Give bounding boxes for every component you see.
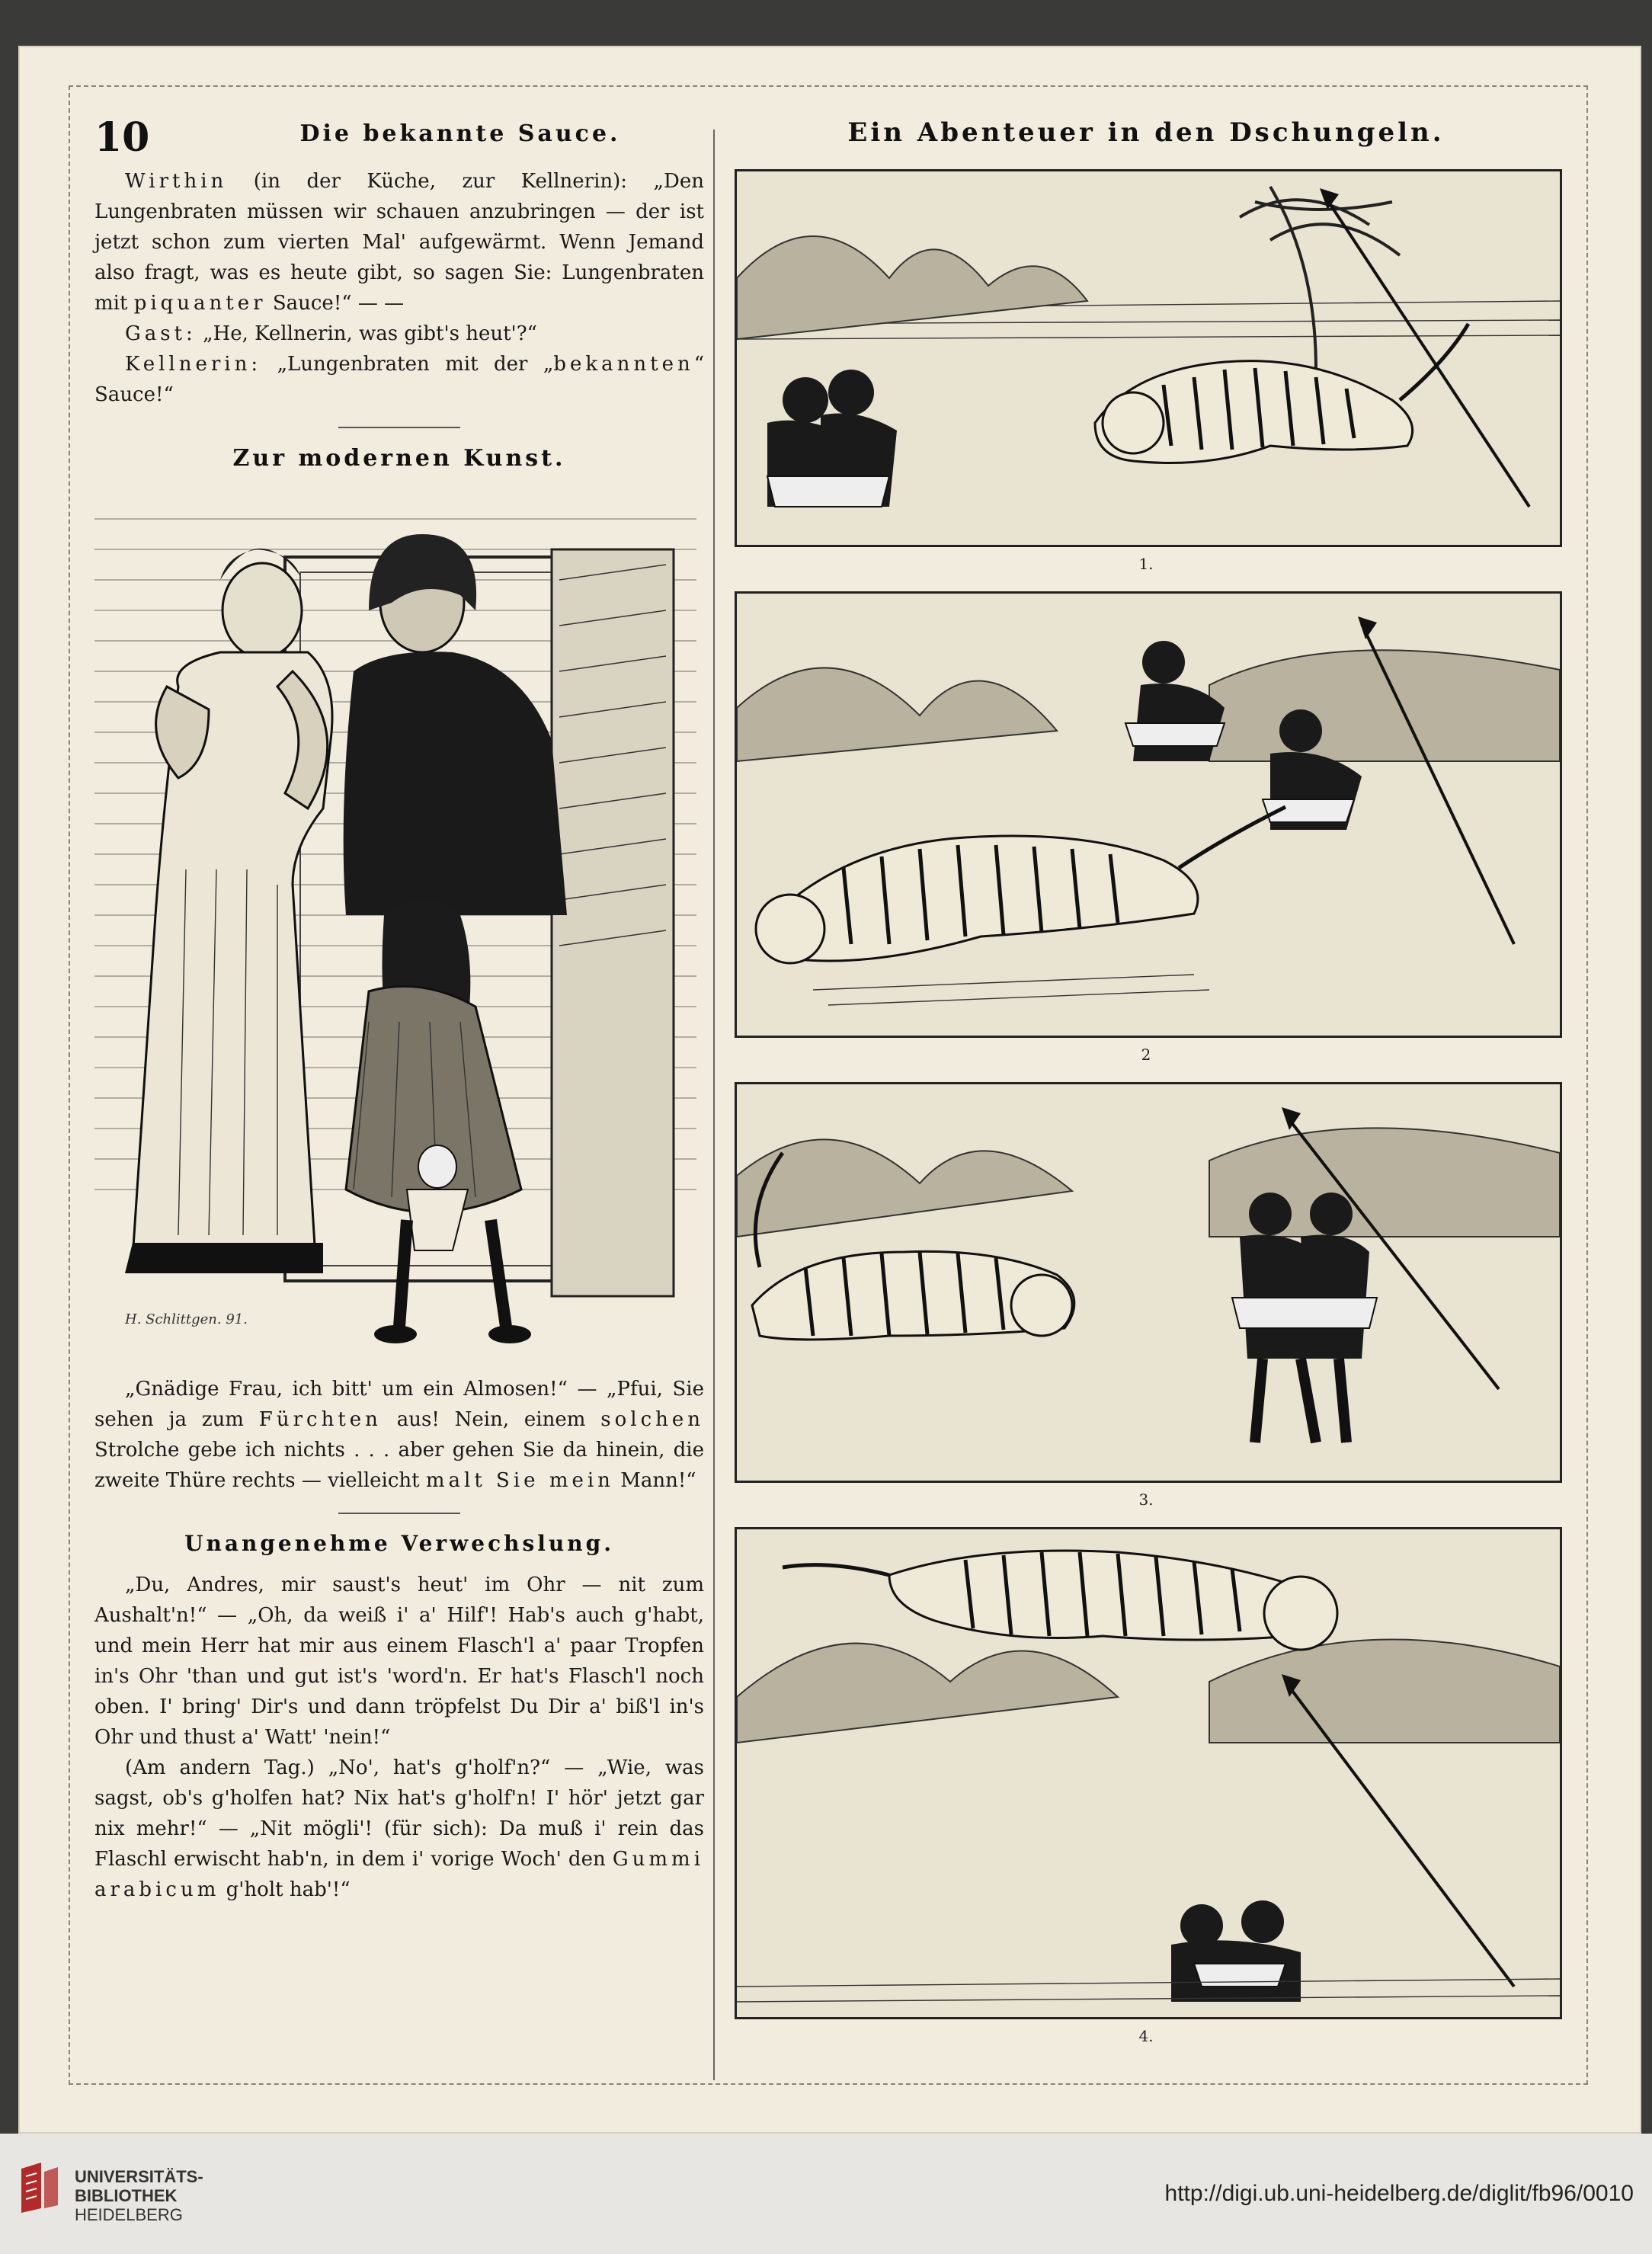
article-title-kunst: Zur modernen Kunst. (232, 445, 566, 472)
speaker-kellnerin: Kellnerin: (125, 353, 262, 376)
section-divider (338, 427, 460, 428)
sauce-paragraph-3: Kellnerin: „Lungenbraten mit der „bekannten“ Sauce!“ (94, 353, 705, 406)
illustration-beggar-scene (94, 488, 696, 1357)
panel-2-drawing (737, 594, 1560, 1036)
kunst-caption: „Gnädige Frau, ich bitt' um ein Almosen!“ — „Pfui, Sie sehen ja zum Fürchten aus! Nein, einem solchen Strolche gebe ich nichts . . . aber gehen Sie da hinein, die zweite Thüre rechts — vielleicht malt Sie mein Mann!“ (94, 1378, 705, 1492)
library-footer (0, 2134, 1652, 2254)
panel-3-number: 3. (1138, 1490, 1154, 1509)
comic-title: Ein Abenteuer in den Dschungeln. (847, 117, 1445, 148)
sauce-paragraph-2: Gast: „He, Kellnerin, was gibt's heut'?“ (125, 322, 537, 345)
comic-panel-4 (735, 1527, 1562, 2019)
newspaper-page (18, 46, 1641, 2134)
article-title-verwechslung: Unangenehme Verwechslung. (184, 1531, 614, 1556)
comic-panel-2 (735, 591, 1562, 1038)
artist-signature: H. Schlittgen. 91. (125, 1311, 248, 1327)
beggar-scene-drawing (94, 488, 696, 1357)
section-divider-2 (338, 1513, 460, 1514)
panel-4-drawing (737, 1529, 1560, 2017)
comic-panel-3 (735, 1082, 1562, 1483)
left-column (94, 114, 704, 1905)
library-logo-icon (18, 2161, 61, 2214)
article-title-sauce: Die bekannte Sauce. (299, 120, 621, 147)
comic-panel-1 (735, 169, 1562, 547)
panel-1-number: 1. (1138, 555, 1154, 573)
verwechslung-paragraph-2: (Am andern Tag.) „No', hat's g'holf'n?“ — „Wie, was sagst, ob's g'holfen hat? Nix hat's g'holf'n! I' hör' jetzt gar nix mehr!“ — „Nit mögli'! (für sich): Da muß i' rein das Flaschl erwischt hab'n, in dem i' vorige Woch' den Gummi arabicum g'holt hab'!“ (94, 1756, 705, 1901)
panel-1-drawing (737, 171, 1560, 545)
panel-4-number: 4. (1138, 2027, 1154, 2045)
sauce-paragraph-1: Wirthin (in der Küche, zur Kellnerin): „Den Lungenbraten müssen wir schauen anzubringen — der ist jetzt schon zum vierten Mal' aufgewärmt. Wenn Jemand also fragt, was es heute gibt, so sagen Sie: Lungenbraten mit piquanter Sauce!“ — — (94, 170, 705, 315)
panel-3-drawing (737, 1084, 1560, 1481)
source-url-link[interactable]: http://digi.ub.uni-heidelberg.de/diglit/fb96/0010 (1164, 2181, 1634, 2206)
right-column (712, 114, 1580, 2063)
page-number: 10 (94, 114, 150, 161)
library-name: UNIVERSITÄTS- BIBLIOTHEK HEIDELBERG (75, 2167, 203, 2224)
speaker-gast: Gast: (125, 322, 197, 345)
panel-2-number: 2 (1141, 1045, 1151, 1064)
verwechslung-paragraph-1: „Du, Andres, mir saust's heut' im Ohr — nit zum Aushalt'n!“ — „Oh, da weiß i' a' Hilf'! Hab's auch g'habt, und mein Herr hat mir aus einem Flasch'l a' paar Tropfen in's Ohr 'than und gut ist's 'word'n. Er hat's Flasch'l noch oben. I' bring' Dir's und dann tröpfelst Du Dir a' biß'l in's Ohr und thust a' Watt' 'nein!“ (94, 1574, 704, 1749)
speaker-wirthin: Wirthin (125, 170, 228, 193)
